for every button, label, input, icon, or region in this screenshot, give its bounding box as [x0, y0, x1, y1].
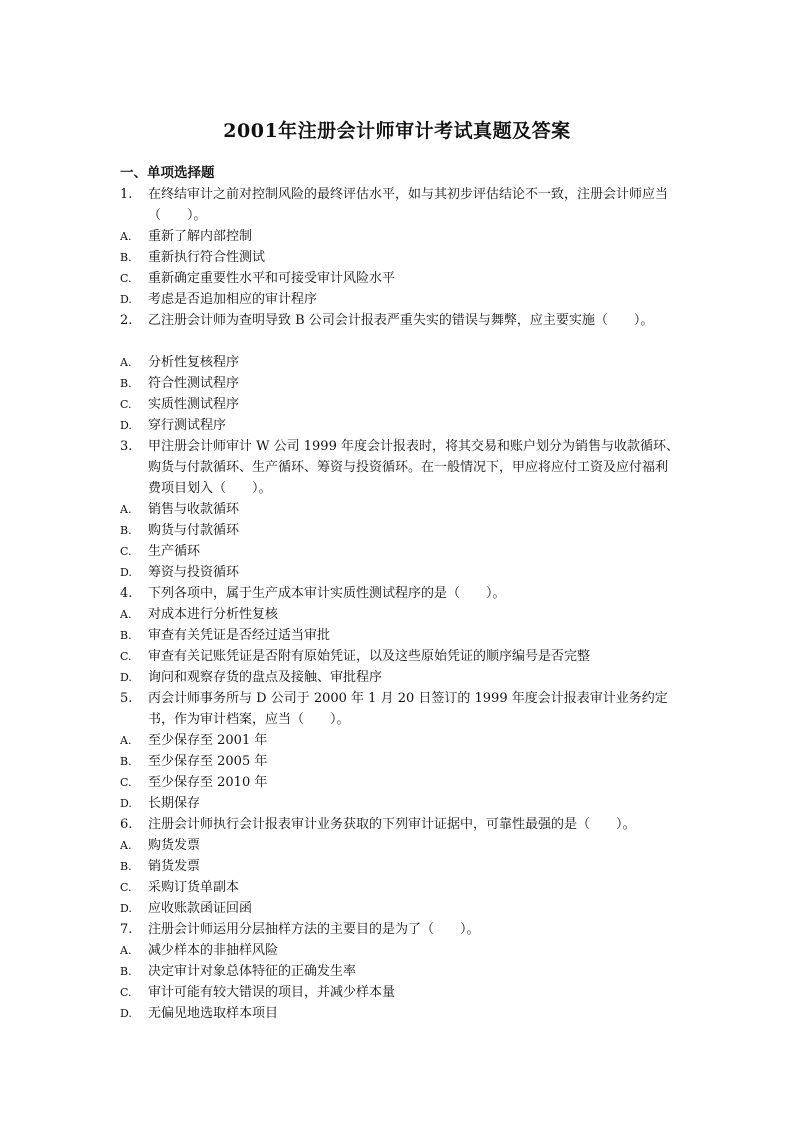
option-letter: B.: [120, 377, 132, 390]
option-letter: B.: [120, 755, 132, 768]
option-letter: C.: [120, 398, 132, 411]
option: [120, 625, 680, 646]
option-letter: A.: [120, 230, 132, 243]
option: [120, 940, 680, 961]
option-letter: B.: [120, 965, 132, 978]
option: [120, 1003, 680, 1024]
question-stem: 在终结审计之前对控制风险的最终评估水平，如与其初步评估结论不一致，注册会计师应当（ ）。: [148, 187, 669, 223]
option-text: 减少样本的非抽样风险: [148, 943, 279, 958]
option-text: 分析性复核程序: [148, 355, 240, 370]
option-letter: A.: [120, 839, 132, 852]
question-6: [120, 814, 680, 835]
question-number: 3.: [120, 439, 133, 454]
option-letter: C.: [120, 650, 132, 663]
option: [120, 772, 680, 793]
option: [120, 394, 680, 415]
option: [120, 667, 680, 688]
option-letter: C.: [120, 776, 132, 789]
option-text: 考虑是否追加相应的审计程序: [148, 292, 318, 307]
blank-line: [120, 331, 680, 352]
option-letter: D.: [120, 566, 132, 579]
option-text: 至少保存至 2010 年: [148, 775, 268, 790]
option-letter: C.: [120, 881, 132, 894]
option-text: 销货发票: [148, 859, 201, 874]
option-letter: B.: [120, 860, 132, 873]
option-text: 至少保存至 2005 年: [148, 754, 268, 769]
page-title: 2001年注册会计师审计考试真题及答案: [223, 120, 571, 142]
option: [120, 751, 680, 772]
option-letter: C.: [120, 545, 132, 558]
option-letter: D.: [120, 419, 132, 432]
option-text: 决定审计对象总体特征的正确发生率: [148, 964, 357, 979]
option-text: 审查有关记账凭证是否附有原始凭证，以及这些原始凭证的顺序编号是否完整: [148, 649, 591, 664]
option-letter: A.: [120, 503, 132, 516]
section-heading: 一、单项选择题: [120, 165, 215, 181]
option-text: 至少保存至 2001 年: [148, 733, 268, 748]
option-text: 应收账款函证回函: [148, 901, 253, 916]
option-text: 购货发票: [148, 838, 201, 853]
question-stem: 注册会计师运用分层抽样方法的主要目的是为了（ ）。: [148, 922, 480, 937]
question-5: [120, 688, 680, 730]
option: [120, 961, 680, 982]
question-number: 5.: [120, 691, 133, 706]
option: [120, 499, 680, 520]
option: [120, 793, 680, 814]
option-letter: C.: [120, 272, 132, 285]
option-letter: A.: [120, 944, 132, 957]
question-2: [120, 310, 680, 331]
option-text: 审查有关凭证是否经过适当审批: [148, 628, 331, 643]
option-text: 穿行测试程序: [148, 418, 227, 433]
option: [120, 541, 680, 562]
question-number: 7.: [120, 922, 133, 937]
option-text: 采购订货单副本: [148, 880, 240, 895]
option-text: 对成本进行分析性复核: [148, 607, 279, 622]
option: [120, 373, 680, 394]
option-letter: C.: [120, 986, 132, 999]
option-letter: A.: [120, 734, 132, 747]
option-text: 实质性测试程序: [148, 397, 240, 412]
question-stem: 丙会计师事务所与 D 公司于 2000 年 1 月 20 日签订的 1999 年度会计报表审计业务约定书，作为审计档案，应当（ ）。: [148, 691, 668, 727]
option: [120, 520, 680, 541]
option: [120, 226, 680, 247]
option-letter: B.: [120, 251, 132, 264]
option: [120, 898, 680, 919]
option-text: 长期保存: [148, 796, 201, 811]
option-letter: A.: [120, 356, 132, 369]
question-stem: 注册会计师执行会计报表审计业务获取的下列审计证据中，可靠性最强的是（ ）。: [148, 817, 636, 832]
option-text: 符合性测试程序: [148, 376, 240, 391]
option-text: 审计可能有较大错误的项目，并减少样本量: [148, 985, 396, 1000]
option-text: 询问和观察存货的盘点及接触、审批程序: [148, 670, 383, 685]
option: [120, 982, 680, 1003]
option: [120, 835, 680, 856]
option-letter: D.: [120, 1007, 132, 1020]
question-stem: 乙注册会计师为查明导致 B 公司会计报表严重失实的错误与舞弊，应主要实施（ ）。: [148, 313, 654, 328]
option: [120, 289, 680, 310]
option: [120, 352, 680, 373]
option-letter: B.: [120, 629, 132, 642]
option-text: 生产循环: [148, 544, 201, 559]
option-letter: D.: [120, 902, 132, 915]
question-number: 4.: [120, 586, 133, 601]
question-number: 6.: [120, 817, 133, 832]
option: [120, 268, 680, 289]
question-3: [120, 436, 680, 499]
option: [120, 604, 680, 625]
option: [120, 856, 680, 877]
option-letter: A.: [120, 608, 132, 621]
option-text: 购货与付款循环: [148, 523, 240, 538]
option: [120, 646, 680, 667]
option: [120, 562, 680, 583]
question-4: [120, 583, 680, 604]
option-text: 重新执行符合性测试: [148, 250, 266, 265]
option: [120, 247, 680, 268]
option: [120, 877, 680, 898]
question-stem: 下列各项中，属于生产成本审计实质性测试程序的是（ ）。: [148, 586, 506, 601]
option-text: 销售与收款循环: [148, 502, 240, 517]
question-number: 2.: [120, 313, 133, 328]
question-number: 1.: [120, 187, 133, 202]
question-stem: 甲注册会计师审计 W 公司 1999 年度会计报表时，将其交易和账户划分为销售与收款循环、购货与付款循环、生产循环、筹资与投资循环。在一般情况下，甲应将应付工资及应付福利费项目划入（ ）。: [148, 439, 679, 496]
option-text: 无偏见地选取样本项目: [148, 1006, 279, 1021]
option-letter: D.: [120, 797, 132, 810]
option-text: 重新确定重要性水平和可接受审计风险水平: [148, 271, 396, 286]
option-text: 筹资与投资循环: [148, 565, 240, 580]
option-text: 重新了解内部控制: [148, 229, 253, 244]
question-1: [120, 184, 680, 226]
option: [120, 730, 680, 751]
option-letter: D.: [120, 671, 132, 684]
option: [120, 415, 680, 436]
option-letter: D.: [120, 293, 132, 306]
question-list: [120, 163, 680, 1024]
option-letter: B.: [120, 524, 132, 537]
question-7: [120, 919, 680, 940]
